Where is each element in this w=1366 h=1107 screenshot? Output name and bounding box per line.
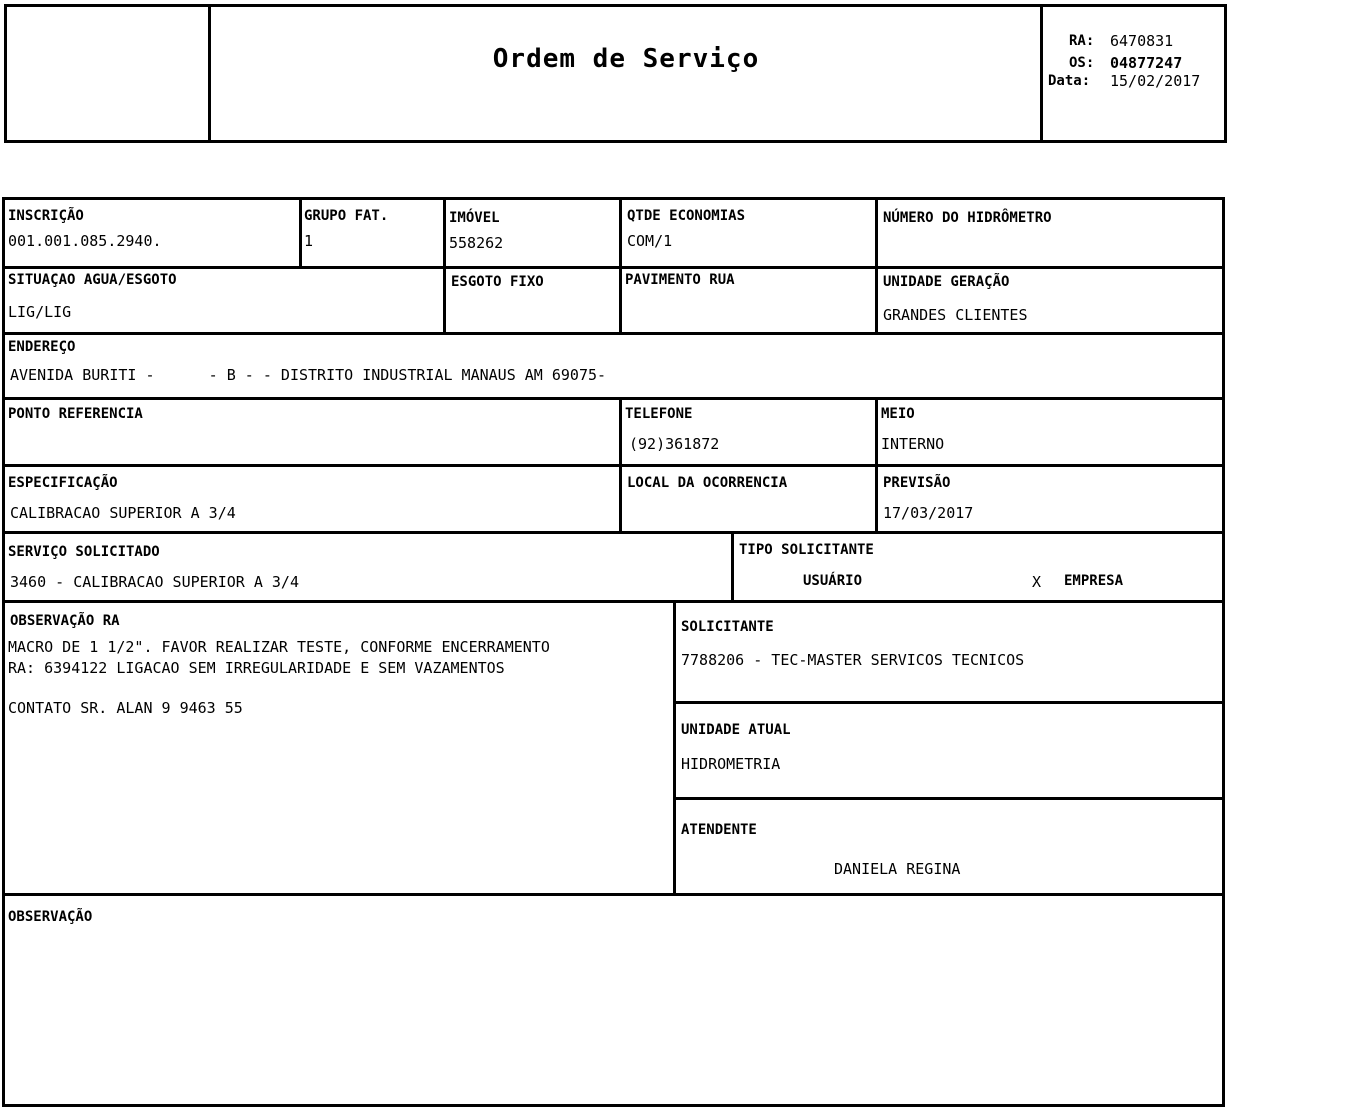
previsao-label: PREVISÃO	[883, 475, 951, 491]
hidrometro-label: NÚMERO DO HIDRÔMETRO	[883, 210, 1052, 226]
os-value: 04877247	[1110, 54, 1183, 72]
inscricao-label: INSCRIÇÃO	[8, 208, 84, 224]
col-separator	[619, 197, 622, 335]
usuario-option: USUÁRIO	[803, 573, 863, 589]
row-separator	[675, 701, 1225, 704]
solicitante-value: 7788206 - TEC-MASTER SERVICOS TECNICOS	[681, 651, 1025, 669]
qtde-economias-value: COM/1	[627, 232, 673, 250]
row-separator	[2, 531, 1225, 534]
row-separator	[675, 797, 1225, 800]
grupo-fat-label: GRUPO FAT.	[304, 208, 389, 224]
telefone-value: (92)361872	[629, 435, 720, 453]
observacao-ra-line: RA: 6394122 LIGACAO SEM IRREGULARIDADE E SEM VAZAMENTOS	[8, 659, 505, 677]
situacao-label: SITUAÇAO AGUA/ESGOTO	[8, 272, 177, 288]
pavimento-label: PAVIMENTO RUA	[625, 272, 735, 288]
unidade-atual-label: UNIDADE ATUAL	[681, 722, 791, 738]
col-separator	[619, 397, 622, 534]
ponto-referencia-label: PONTO REFERENCIA	[8, 406, 143, 422]
col-separator	[875, 397, 878, 534]
os-label: OS:	[1069, 55, 1095, 71]
empresa-option: EMPRESA	[1064, 573, 1124, 589]
esgoto-fixo-label: ESGOTO FIXO	[451, 274, 544, 290]
col-separator	[731, 531, 734, 603]
atendente-label: ATENDENTE	[681, 822, 757, 838]
row-separator	[2, 464, 1225, 467]
solicitante-label: SOLICITANTE	[681, 619, 774, 635]
previsao-value: 17/03/2017	[883, 504, 974, 522]
servico-solicitado-label: SERVIÇO SOLICITADO	[8, 544, 160, 560]
meio-value: INTERNO	[881, 435, 945, 453]
observacao-ra-line: MACRO DE 1 1/2". FAVOR REALIZAR TESTE, CONFORME ENCERRAMENTO	[8, 638, 550, 656]
ra-value: 6470831	[1110, 32, 1174, 50]
grupo-fat-value: 1	[304, 232, 314, 250]
imovel-label: IMÓVEL	[449, 210, 500, 226]
telefone-label: TELEFONE	[625, 406, 693, 422]
unidade-atual-value: HIDROMETRIA	[681, 755, 781, 773]
imovel-value: 558262	[449, 234, 504, 252]
local-ocorrencia-label: LOCAL DA OCORRENCIA	[627, 475, 788, 491]
especificacao-value: CALIBRACAO SUPERIOR A 3/4	[10, 504, 236, 522]
endereco-label: ENDEREÇO	[8, 339, 76, 355]
col-separator	[443, 197, 446, 335]
ra-label: RA:	[1069, 33, 1095, 49]
page-title: Ordem de Serviço	[492, 44, 760, 74]
col-separator	[673, 600, 676, 896]
data-label: Data:	[1048, 73, 1091, 89]
unidade-geracao-value: GRANDES CLIENTES	[883, 306, 1028, 324]
endereco-value: AVENIDA BURITI - - B - - DISTRITO INDUSTRIAL MANAUS AM 69075-	[10, 366, 607, 384]
especificacao-label: ESPECIFICAÇÃO	[8, 475, 118, 491]
atendente-value: DANIELA REGINA	[834, 860, 961, 878]
row-separator	[2, 332, 1225, 335]
observacao-ra-line: CONTATO SR. ALAN 9 9463 55	[8, 699, 243, 717]
situacao-value: LIG/LIG	[8, 303, 72, 321]
data-value: 15/02/2017	[1110, 72, 1201, 90]
observacao-label: OBSERVAÇÃO	[8, 909, 93, 925]
meio-label: MEIO	[881, 406, 915, 422]
col-separator	[299, 197, 302, 269]
inscricao-value: 001.001.085.2940.	[8, 232, 162, 250]
row-separator	[2, 600, 1225, 603]
col-separator	[875, 197, 878, 335]
empresa-checkmark: X	[1032, 573, 1042, 591]
row-separator	[2, 397, 1225, 400]
tipo-solicitante-label: TIPO SOLICITANTE	[739, 542, 874, 558]
qtde-economias-label: QTDE ECONOMIAS	[627, 208, 746, 224]
unidade-geracao-label: UNIDADE GERAÇÃO	[883, 274, 1010, 290]
row-separator	[2, 893, 1225, 896]
servico-solicitado-value: 3460 - CALIBRACAO SUPERIOR A 3/4	[10, 573, 299, 591]
observacao-ra-label: OBSERVAÇÃO RA	[10, 613, 120, 629]
row-separator	[2, 266, 1225, 269]
